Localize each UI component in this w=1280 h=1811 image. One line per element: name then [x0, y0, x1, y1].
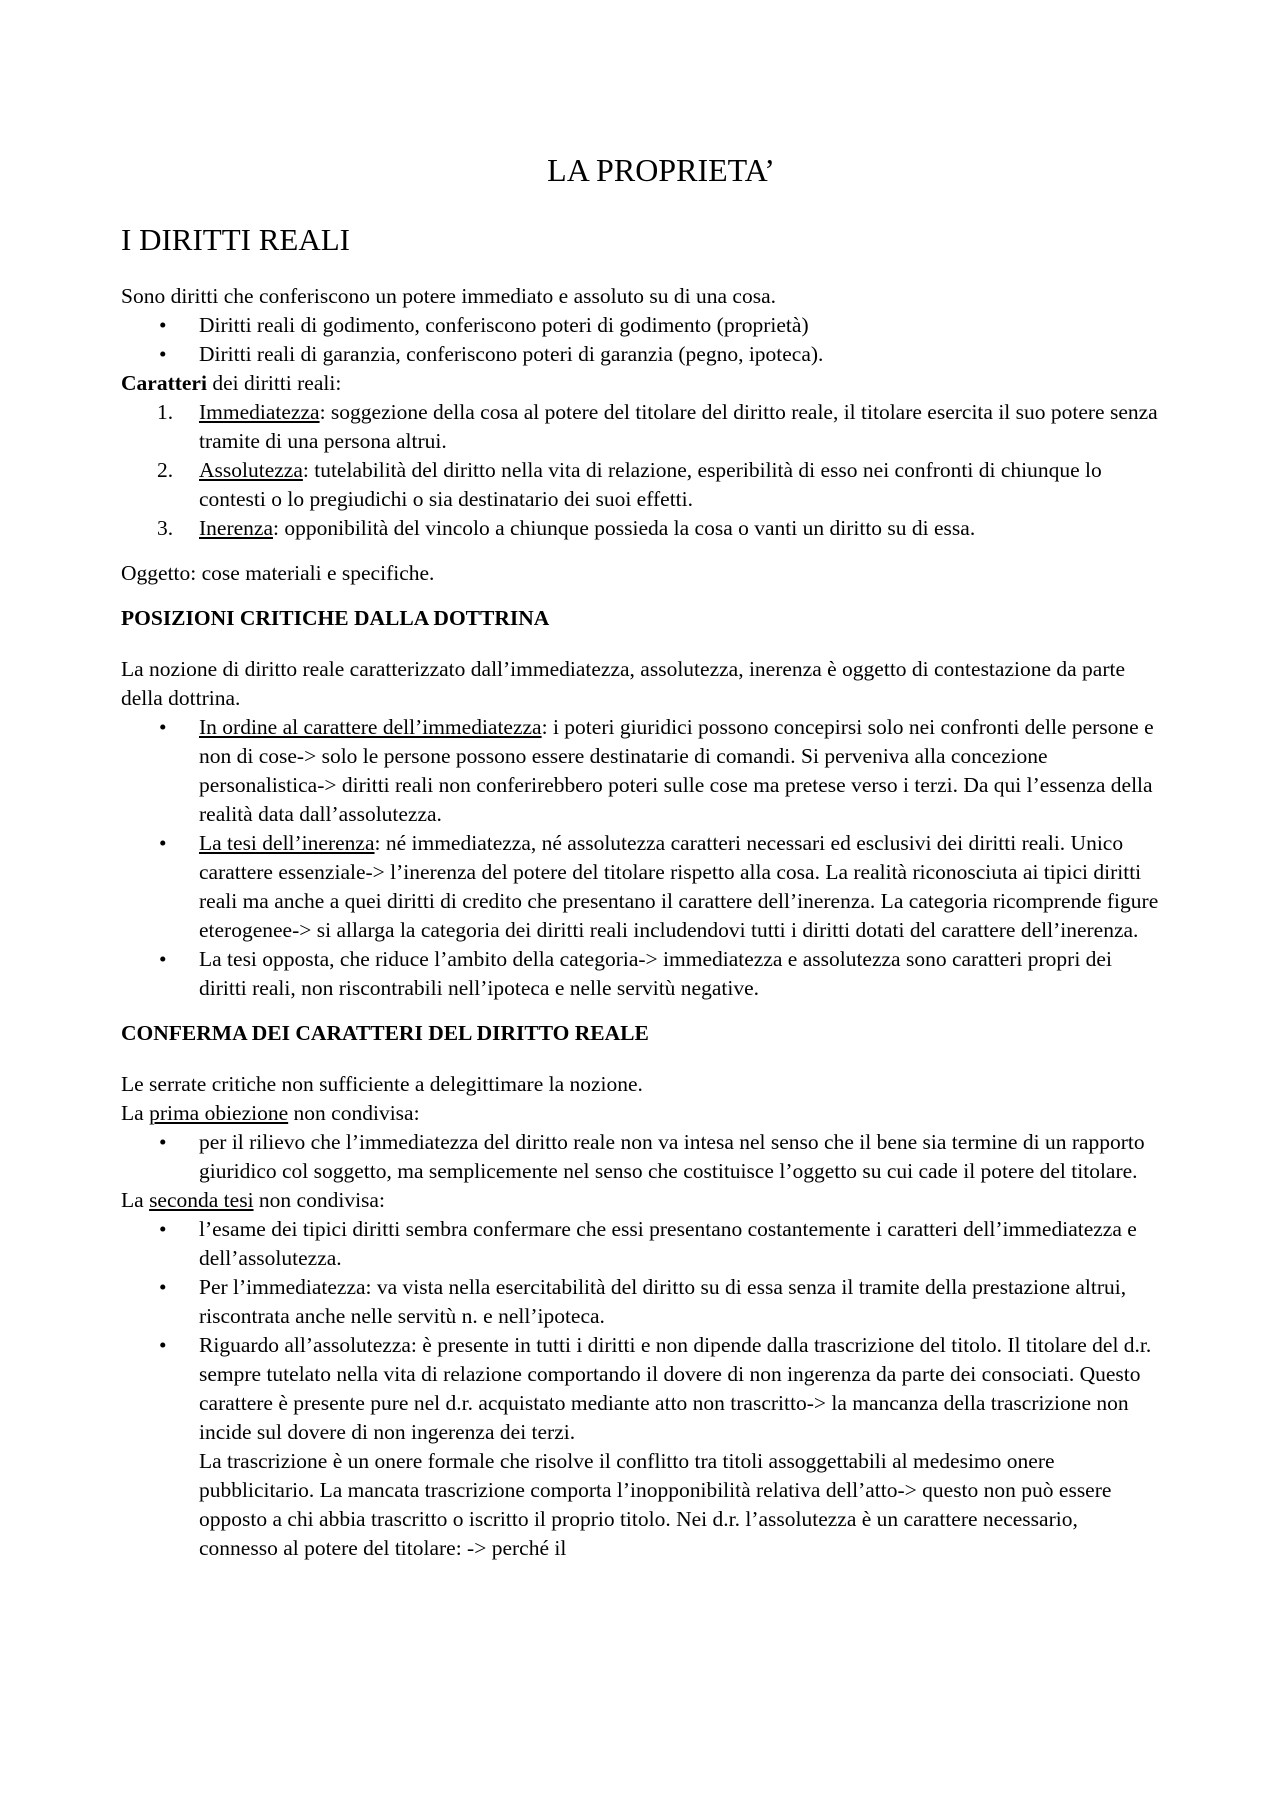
- list-item: • l’esame dei tipici diritti sembra confermare che essi presentano costantemente i caratteri dell’immediatezza e dell’assolutezza.: [121, 1215, 1161, 1273]
- underlined-term: Immediatezza: [199, 400, 320, 424]
- bullet-list-tipi: [121, 311, 1161, 369]
- underlined-term: Inerenza: [199, 516, 273, 540]
- paragraph-prima-obiezione: La prima obiezione non condivisa:: [121, 1101, 420, 1125]
- paragraph-seconda-tesi: La seconda tesi non condivisa:: [121, 1188, 385, 1212]
- list-item: • Per l’immediatezza: va vista nella esercitabilità del diritto su di essa senza il tramite della prestazione altrui, riscontrata anche nelle servitù n. e nell’ipoteca.: [121, 1273, 1161, 1331]
- bullet-list-posizioni: [121, 713, 1161, 1003]
- bullet-list-prima: [121, 1128, 1161, 1186]
- bold-term: Caratteri: [121, 371, 207, 395]
- underlined-term: La tesi dell’inerenza: [199, 831, 375, 855]
- list-item: 3. Inerenza: opponibilità del vincolo a chiunque possieda la cosa o vanti un diritto su di essa.: [157, 516, 976, 540]
- list-item: • Diritti reali di garanzia, conferiscono poteri di garanzia (pegno, ipoteca).: [121, 340, 1161, 369]
- underlined-term: Assolutezza: [199, 458, 303, 482]
- numbered-list-caratteri: [121, 398, 1161, 543]
- document-title: LA PROPRIETA’: [547, 152, 775, 188]
- list-item: 2. Assolutezza: tutelabilità del diritto nella vita di relazione, esperibilità di esso nei confronti di chiunque lo contesti o lo pregiudichi o sia destinatario dei suoi effetti.: [157, 458, 1102, 511]
- list-item: • per il rilievo che l’immediatezza del diritto reale non va intesa nel senso che il bene sia termine di un rapporto giuridico col soggetto, ma semplicemente nel senso che costituisce l’oggetto su cui cade il potere del titolare.: [121, 1128, 1161, 1186]
- section-heading-diritti-reali: I DIRITTI REALI: [121, 222, 350, 257]
- section-heading-conferma: CONFERMA DEI CARATTERI DEL DIRITTO REALE: [121, 1021, 649, 1045]
- list-item: • La tesi opposta, che riduce l’ambito della categoria-> immediatezza e assolutezza sono caratteri propri dei diritti reali, non riscontrabili nell’ipoteca e nelle servitù negative.: [121, 945, 1161, 1003]
- paragraph-intro: Sono diritti che conferiscono un potere immediato e assoluto su di una cosa.: [121, 284, 777, 308]
- list-item: • Riguardo all’assolutezza: è presente in tutti i diritti e non dipende dalla trascrizione del titolo. Il titolare del d.r. sempre tutelato nella vita di relazione comportando il dovere di non ingerenza da parte dei consociati. Questo carattere è presente pure nel d.r. acquistato mediante atto non trascritto-> la mancanza della trascrizione non incide sul dovere di non ingerenza dei terzi. La trascrizione è un onere formale che risolve il conflitto tra titoli assoggettabili al medesimo onere pubblicitario. La mancata trascrizione comporta l’inopponibilità relativa dell’atto-> questo non può essere opposto a chi abbia trascritto o iscritto il proprio titolo. Nei d.r. l’assolutezza è un carattere necessario, connesso al potere del titolare: -> perché il: [121, 1331, 1161, 1563]
- list-item: • Diritti reali di godimento, conferiscono poteri di godimento (proprietà): [121, 311, 1161, 340]
- paragraph-nozione: La nozione di diritto reale caratterizzato dall’immediatezza, assolutezza, inerenza è oggetto di contestazione da parte della dottrina.: [121, 657, 1126, 710]
- list-item: • La tesi dell’inerenza: né immediatezza, né assolutezza caratteri necessari ed esclusivi dei diritti reali. Unico carattere essenziale-> l’inerenza del potere del titolare rispetto alla cosa. La realità riconosciuta ai tipici diritti reali ma anche a quei diritti di credito che presentano il carattere dell’inerenza. La categoria ricomprende figure eterogenee-> si allarga la categoria dei diritti reali includendovi tutti i diritti dotati del carattere dell’inerenza.: [121, 829, 1161, 945]
- underlined-term: prima obiezione: [149, 1101, 289, 1125]
- document-page: [121, 150, 1161, 1563]
- paragraph-caratteri: Caratteri dei diritti reali:: [121, 371, 342, 395]
- section-heading-posizioni-critiche: POSIZIONI CRITICHE DALLA DOTTRINA: [121, 606, 550, 630]
- list-item: 1. Immediatezza: soggezione della cosa al potere del titolare del diritto reale, il titolare esercita il suo potere senza tramite di una persona altrui.: [157, 400, 1158, 453]
- continuation-text: La trascrizione è un onere formale che risolve il conflitto tra titoli assoggettabili al medesimo onere pubblicitario. La mancata trascrizione comporta l’inopponibilità relativa dell’atto-> questo non può essere opposto a chi abbia trascritto o iscritto il proprio titolo. Nei d.r. l’assolutezza è un carattere necessario, connesso al potere del titolare: -> perché il: [199, 1449, 1112, 1560]
- list-item: • In ordine al carattere dell’immediatezza: i poteri giuridici possono concepirsi solo nei confronti delle persone e non di cose-> solo le persone possono essere destinatarie di comandi. Si perveniva alla concezione personalistica-> diritti reali non conferirebbero poteri sulle cose ma pretese verso i terzi. Da qui l’essenza della realità data dall’assolutezza.: [121, 713, 1161, 829]
- paragraph-critiche: Le serrate critiche non sufficiente a delegittimare la nozione.: [121, 1072, 643, 1096]
- bullet-list-seconda: [121, 1215, 1161, 1563]
- underlined-term: seconda tesi: [149, 1188, 254, 1212]
- underlined-term: In ordine al carattere dell’immediatezza: [199, 715, 542, 739]
- paragraph-oggetto: Oggetto: cose materiali e specifiche.: [121, 561, 435, 585]
